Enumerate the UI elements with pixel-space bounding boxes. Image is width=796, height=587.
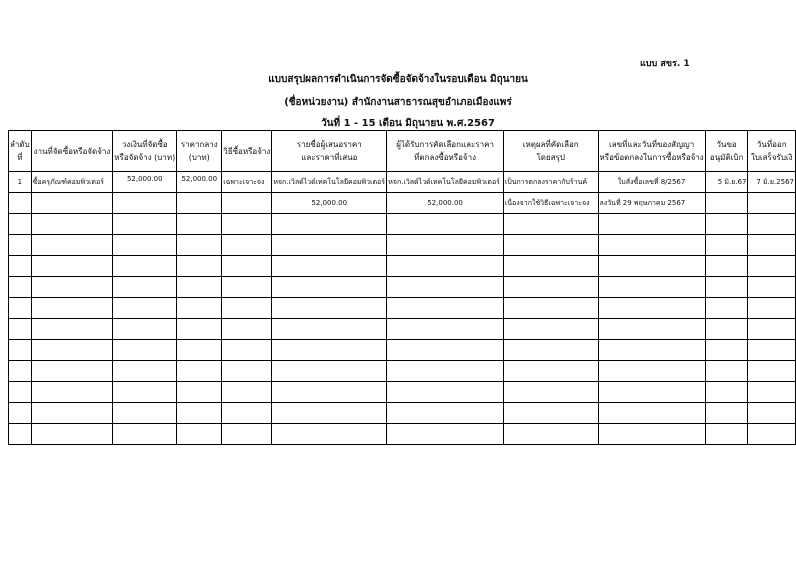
row-reason-1: เป็นการตกลงราคากับร้านค้ [503,172,598,193]
row-item: ซื้อครุภัณฑ์คอมพิวเตอร์ [31,172,113,193]
header-budget: วงเงินที่จัดซื้อ หรือจัดจ้าง (บาท) [113,131,177,172]
row-budget: 52,000.00 [113,172,177,193]
table-row-empty [9,277,796,298]
table-row-empty [9,382,796,403]
row-median-price: 52,000.00 [177,172,222,193]
row-bidder: หจก.เวิลด์ไวด์เทคโนโลยีคอมพิวเตอร์ [272,172,387,193]
table-row-empty [9,235,796,256]
table-row-empty [9,298,796,319]
table-row-empty [9,319,796,340]
header-method: วิธีซื้อหรือจ้าง [222,131,272,172]
row-approve-date: 5 มิ.ย.67 [705,172,748,193]
form-code: แบบ สขร. 1 [640,59,690,69]
procurement-summary-table [8,130,796,445]
table-row-empty [9,256,796,277]
header-contract: เลขที่และวันที่ของสัญญา หรือข้อตกลงในการซื้อหรือจ้าง [598,131,705,172]
agency-name: (ชื่อหน่วยงาน) สำนักงานสาธารณสุขอำเภอเมืองแพร่ [284,97,512,108]
row-contract-1: ใบสั่งซื้อเลขที่ 8/2567 [598,172,705,193]
table-row [9,172,796,193]
header-approve-date: วันขอ อนุมัติเบิก [705,131,748,172]
row-reason-2: เนื่องจากใช้วิธีเฉพาะเจาะจง [503,193,598,214]
header-bidders: รายชื่อผู้เสนอราคา และราคาที่เสนอ [272,131,387,172]
header-median-price: ราคากลาง (บาท) [177,131,222,172]
table-header-row [9,131,796,172]
header-receipt-date: วันที่ออก ใบเสร็จรับเงิ [748,131,796,172]
row-method: เฉพาะเจาะจง [222,172,272,193]
table-row-empty [9,403,796,424]
table-row-empty [9,424,796,445]
header-no: ลำดับ ที่ [9,131,32,172]
row-no: 1 [9,172,32,193]
row-receipt-date: 7 มิ.ย.2567 [748,172,796,193]
reporting-period: วันที่ 1 - 15 เดือน มิถุนายน พ.ศ.2567 [321,118,495,129]
row-winner-price: 52,000.00 [387,193,504,214]
header-item: งานที่จัดซื้อหรือจัดจ้าง [31,131,113,172]
table-row-empty [9,340,796,361]
table-row-empty [9,214,796,235]
header-winner: ผู้ได้รับการคัดเลือกและราคา ที่ตกลงซื้อหรือจ้าง [387,131,504,172]
header-reason: เหตุผลที่คัดเลือก โดยสรุป [503,131,598,172]
row-bid-price: 52,000.00 [272,193,387,214]
document-title: แบบสรุปผลการดำเนินการจัดซื้อจัดจ้างในรอบเดือน มิถุนายน [268,74,528,85]
row-winner: หจก.เวิลด์ไวด์เทคโนโลยีคอมพิวเตอร์ [387,172,504,193]
table-row [9,193,796,214]
row-contract-2: ลงวันที่ 29 พฤษภาคม 2567 [598,193,705,214]
table-row-empty [9,361,796,382]
